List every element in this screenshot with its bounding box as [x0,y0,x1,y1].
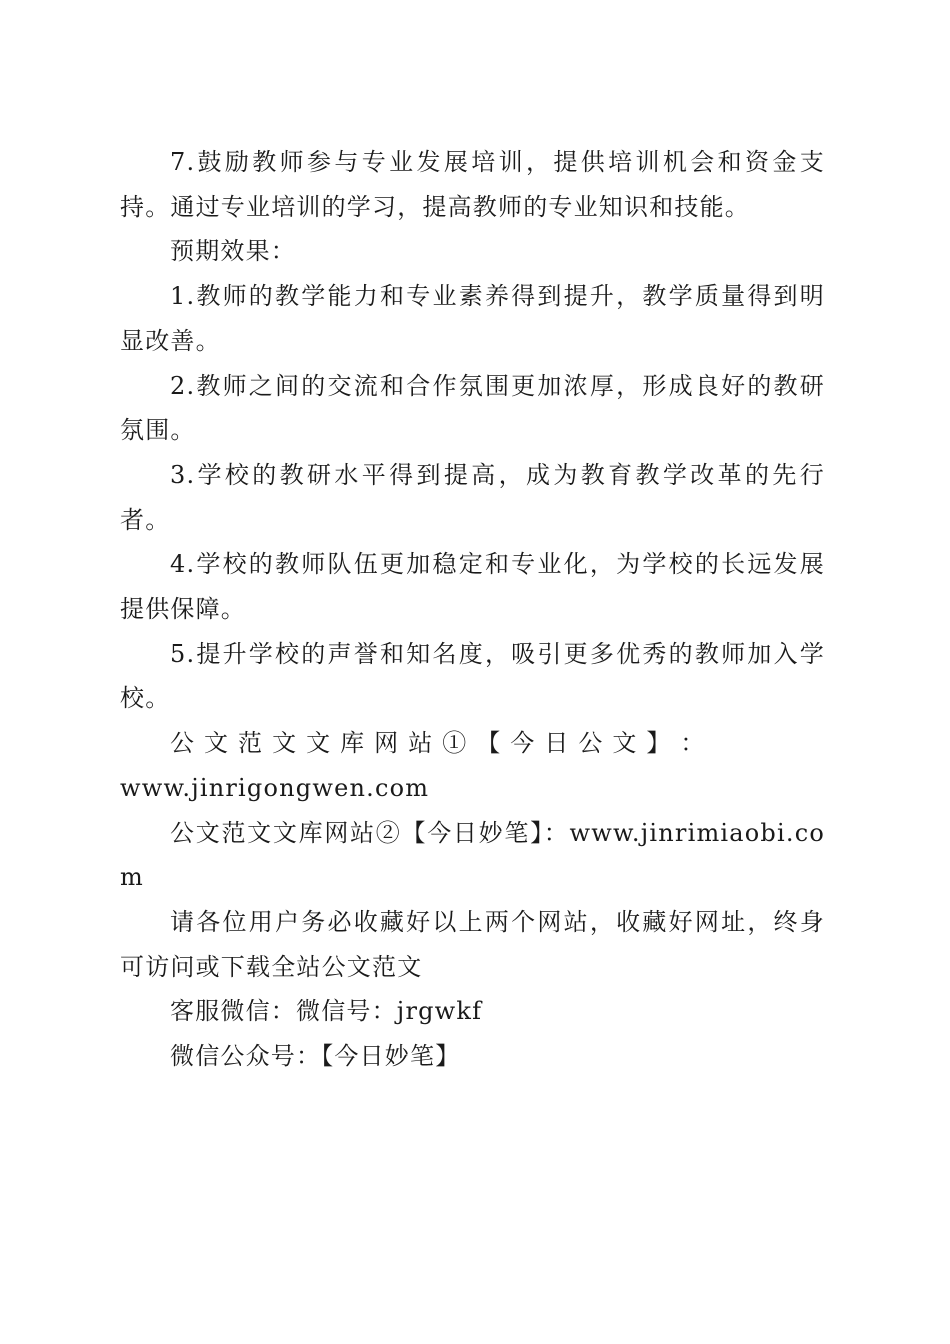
site-2-line: 公文范文文库网站②【今日妙笔】：www.jinrimiaobi.com [120,818,825,892]
effect-item-3: 3.学校的教研水平得到提高，成为教育教学改革的先行者。 [120,460,825,534]
effect-item-5: 5.提升学校的声誉和知名度，吸引更多优秀的教师加入学校。 [120,639,825,713]
document-body [120,140,825,1079]
site-1-url: www.jinrigongwen.com [120,773,430,802]
effect-item-2: 2.教师之间的交流和合作氛围更加浓厚，形成良好的教研氛围。 [120,371,825,445]
effect-item-1: 1.教师的教学能力和专业素养得到提升，教学质量得到明显改善。 [120,282,825,355]
wechat-service-line: 客服微信：微信号：jrgwkf [170,997,483,1026]
site-1-label: 公 文 范 文 文 库 网 站 ① 【 今 日 公 文 】 ： [170,729,706,758]
expected-effects-heading: 预期效果： [170,237,296,266]
paragraph-item-7: 7.鼓励教师参与专业发展培训，提供培训机会和资金支持。通过专业培训的学习，提高教师的专业知识和技能。 [120,148,825,221]
bookmark-notice: 请各位用户务必收藏好以上两个网站，收藏好网址，终身可访问或下载全站公文范文 [120,907,825,981]
site-1-line [120,721,825,810]
effect-item-4: 4.学校的教师队伍更加稳定和专业化，为学校的长远发展提供保障。 [120,550,825,624]
wechat-official-line: 微信公众号：【今日妙笔】 [170,1042,461,1071]
